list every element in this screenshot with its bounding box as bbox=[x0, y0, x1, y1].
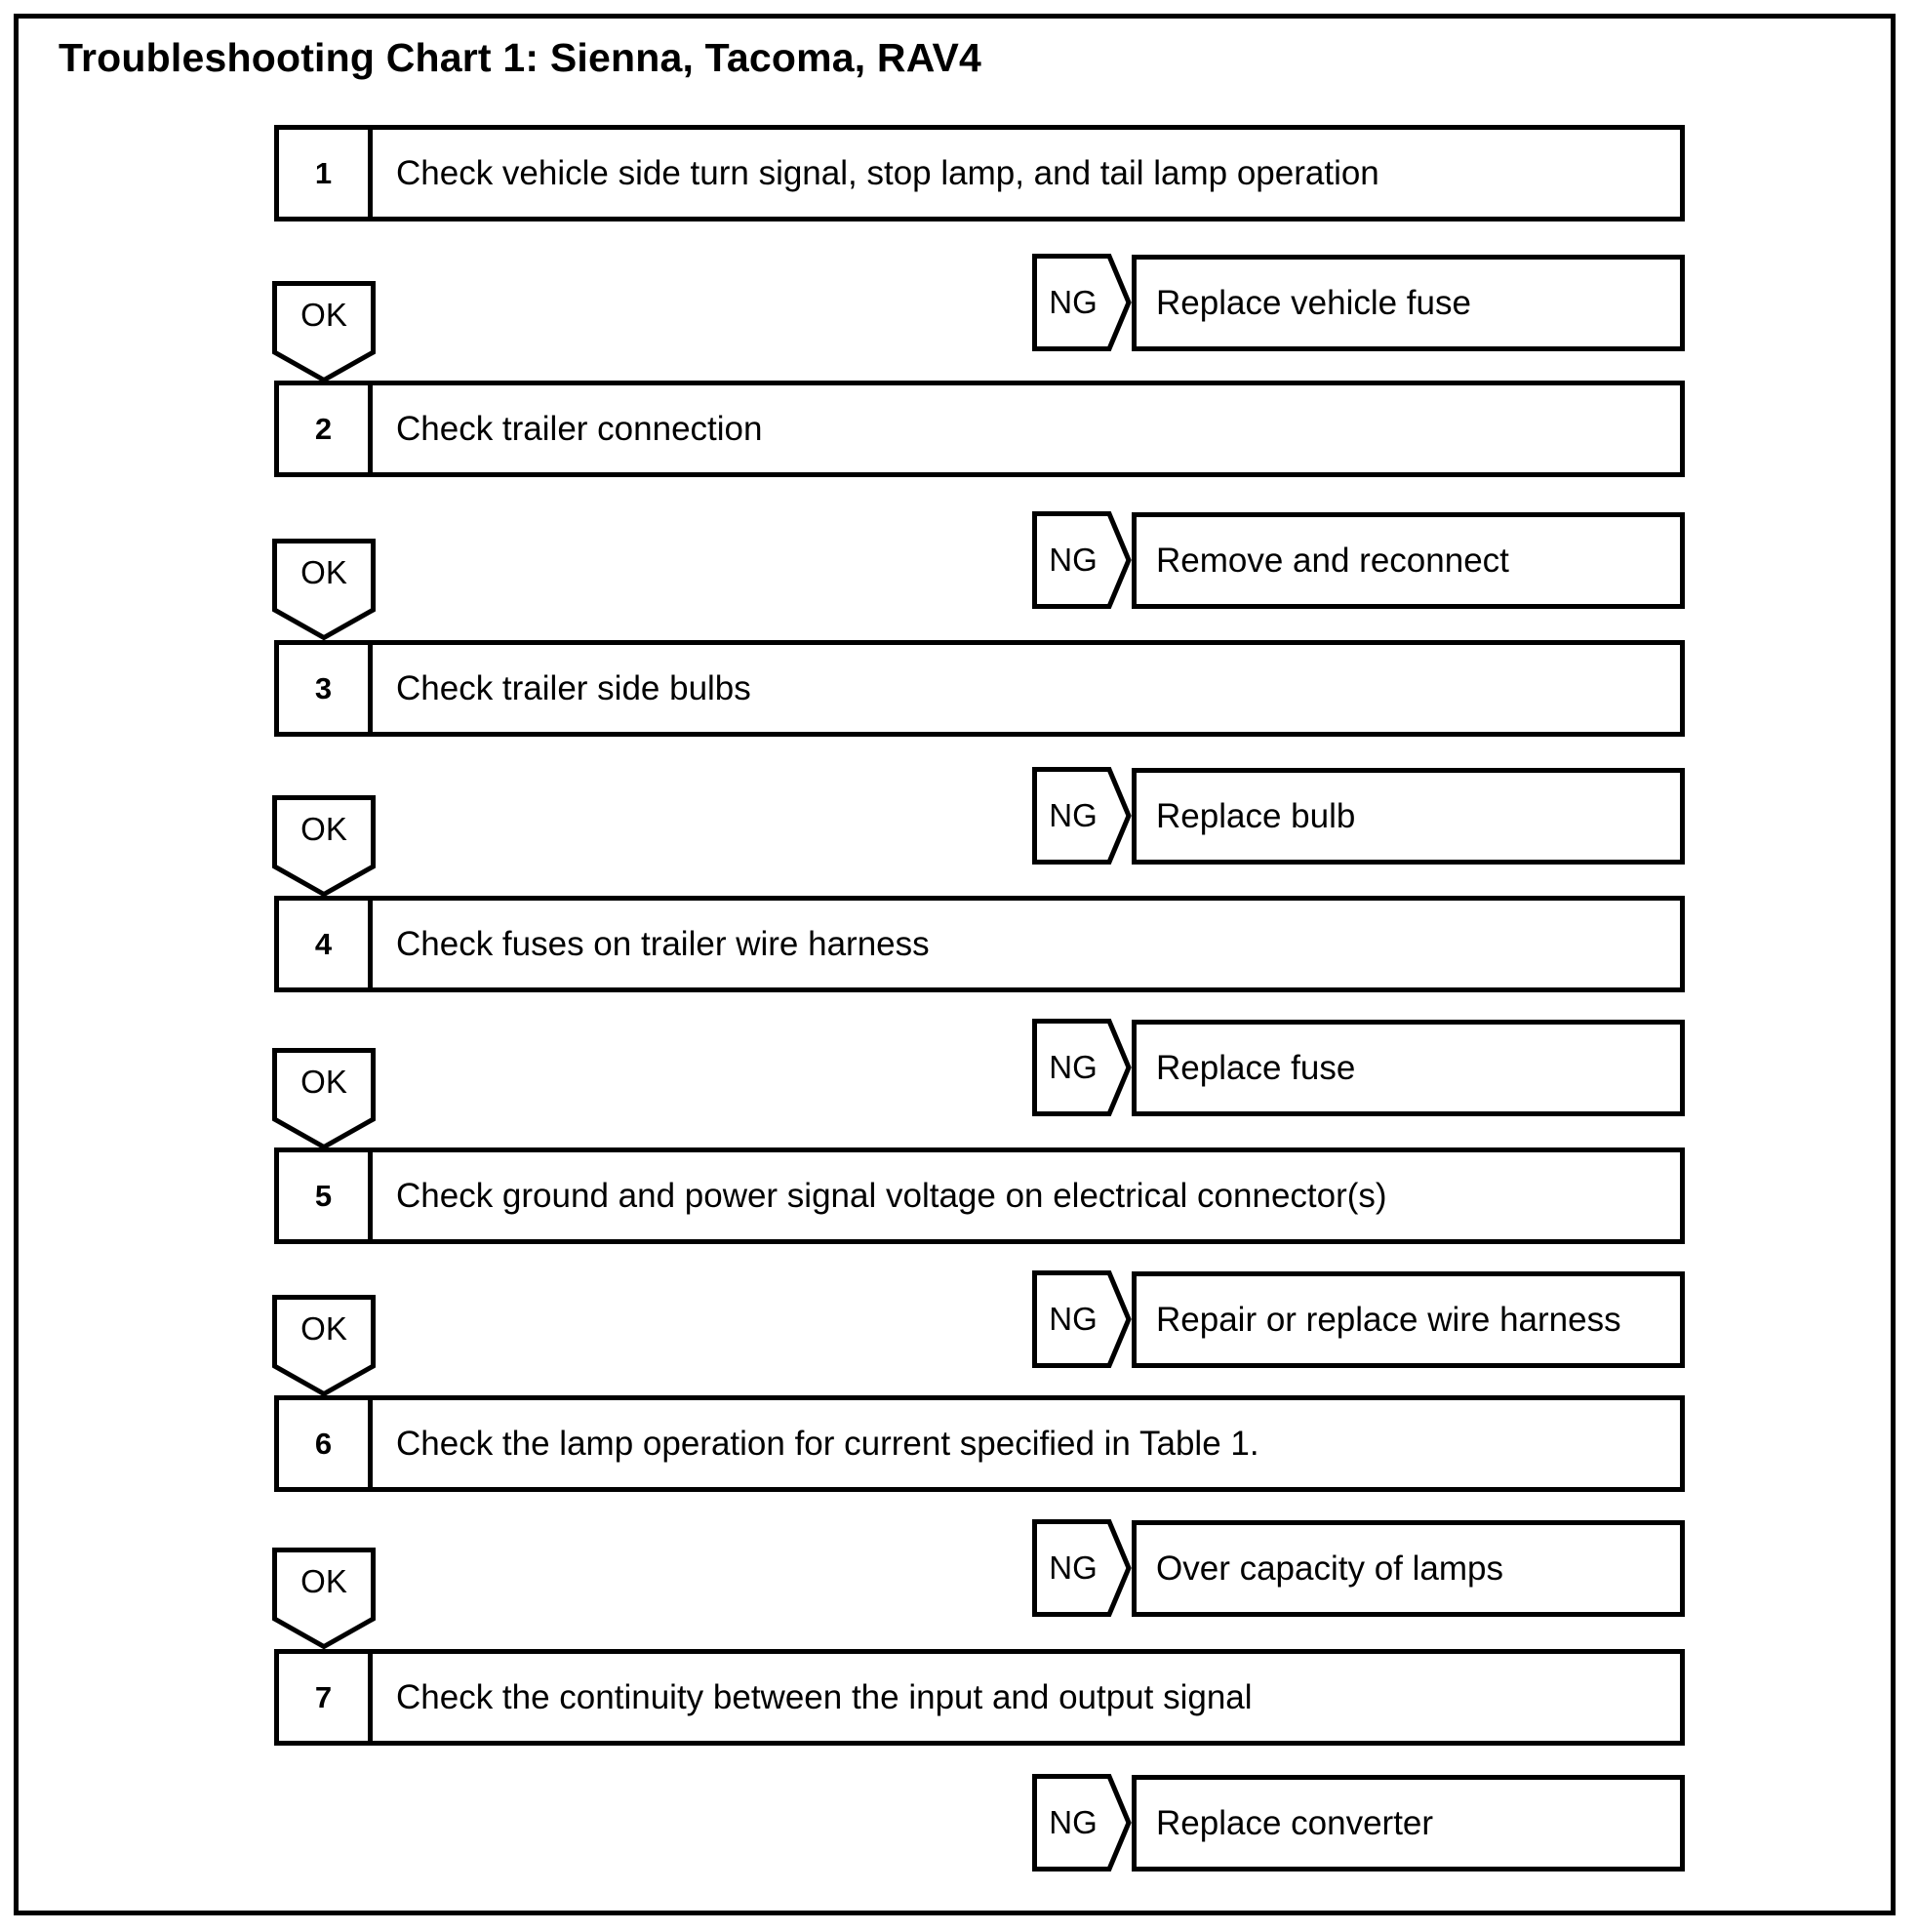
ok-arrow-1 bbox=[272, 281, 376, 382]
step-5-box bbox=[274, 1147, 1685, 1244]
step-4-box bbox=[274, 896, 1685, 992]
ng-label-4: NG bbox=[1049, 1049, 1098, 1085]
ng-label-2: NG bbox=[1049, 542, 1098, 578]
ng-label-6: NG bbox=[1049, 1550, 1098, 1586]
ok-label-6: OK bbox=[300, 1563, 347, 1599]
ng-action-1: Replace vehicle fuse bbox=[1132, 255, 1685, 351]
step-6-box bbox=[274, 1395, 1685, 1492]
step-6-text: Check the lamp operation for current specified in Table 1. bbox=[396, 1424, 1259, 1463]
step-3-box bbox=[274, 640, 1685, 737]
ng-action-4: Replace fuse bbox=[1132, 1020, 1685, 1116]
chart-title: Troubleshooting Chart 1: Sienna, Tacoma, RAV4 bbox=[59, 35, 982, 80]
ok-label-1: OK bbox=[300, 297, 347, 333]
ok-label-3: OK bbox=[300, 811, 347, 847]
step-5-text: Check ground and power signal voltage on electrical connector(s) bbox=[396, 1176, 1387, 1215]
ng-arrow-4 bbox=[1032, 1019, 1132, 1116]
step-4-text: Check fuses on trailer wire harness bbox=[396, 924, 930, 963]
ok-arrow-6 bbox=[272, 1548, 376, 1649]
ng-arrow-2 bbox=[1032, 511, 1132, 609]
ok-label-4: OK bbox=[300, 1064, 347, 1100]
step-5-number: 5 bbox=[279, 1152, 373, 1239]
step-6-number: 6 bbox=[279, 1400, 373, 1487]
step-4-number: 4 bbox=[279, 901, 373, 987]
ng-arrow-1 bbox=[1032, 254, 1132, 351]
ng-action-3: Replace bulb bbox=[1132, 768, 1685, 865]
ng-arrow-5 bbox=[1032, 1270, 1132, 1368]
step-3-text: Check trailer side bulbs bbox=[396, 668, 751, 707]
step-3-number: 3 bbox=[279, 645, 373, 732]
ng-label-7: NG bbox=[1049, 1804, 1098, 1840]
step-1-number: 1 bbox=[279, 130, 373, 217]
ng-label-5: NG bbox=[1049, 1301, 1098, 1337]
step-1-text: Check vehicle side turn signal, stop lamp, and tail lamp operation bbox=[396, 153, 1379, 192]
ng-action-2: Remove and reconnect bbox=[1132, 512, 1685, 609]
ng-label-1: NG bbox=[1049, 284, 1098, 320]
ng-action-6: Over capacity of lamps bbox=[1132, 1520, 1685, 1617]
step-2-number: 2 bbox=[279, 385, 373, 472]
ng-arrow-7 bbox=[1032, 1774, 1132, 1872]
step-7-number: 7 bbox=[279, 1654, 373, 1741]
ng-action-7: Replace converter bbox=[1132, 1775, 1685, 1872]
ok-arrow-2 bbox=[272, 539, 376, 640]
step-7-box bbox=[274, 1649, 1685, 1746]
ok-label-2: OK bbox=[300, 554, 347, 590]
ok-arrow-4 bbox=[272, 1048, 376, 1149]
ng-label-3: NG bbox=[1049, 797, 1098, 833]
ng-action-5: Repair or replace wire harness bbox=[1132, 1271, 1685, 1368]
ng-arrow-6 bbox=[1032, 1519, 1132, 1617]
ng-arrow-3 bbox=[1032, 767, 1132, 865]
ok-label-5: OK bbox=[300, 1310, 347, 1347]
ok-arrow-3 bbox=[272, 795, 376, 897]
step-1-box bbox=[274, 125, 1685, 221]
ok-arrow-5 bbox=[272, 1295, 376, 1396]
step-7-text: Check the continuity between the input and output signal bbox=[396, 1677, 1253, 1716]
step-2-box bbox=[274, 381, 1685, 477]
step-2-text: Check trailer connection bbox=[396, 409, 763, 448]
